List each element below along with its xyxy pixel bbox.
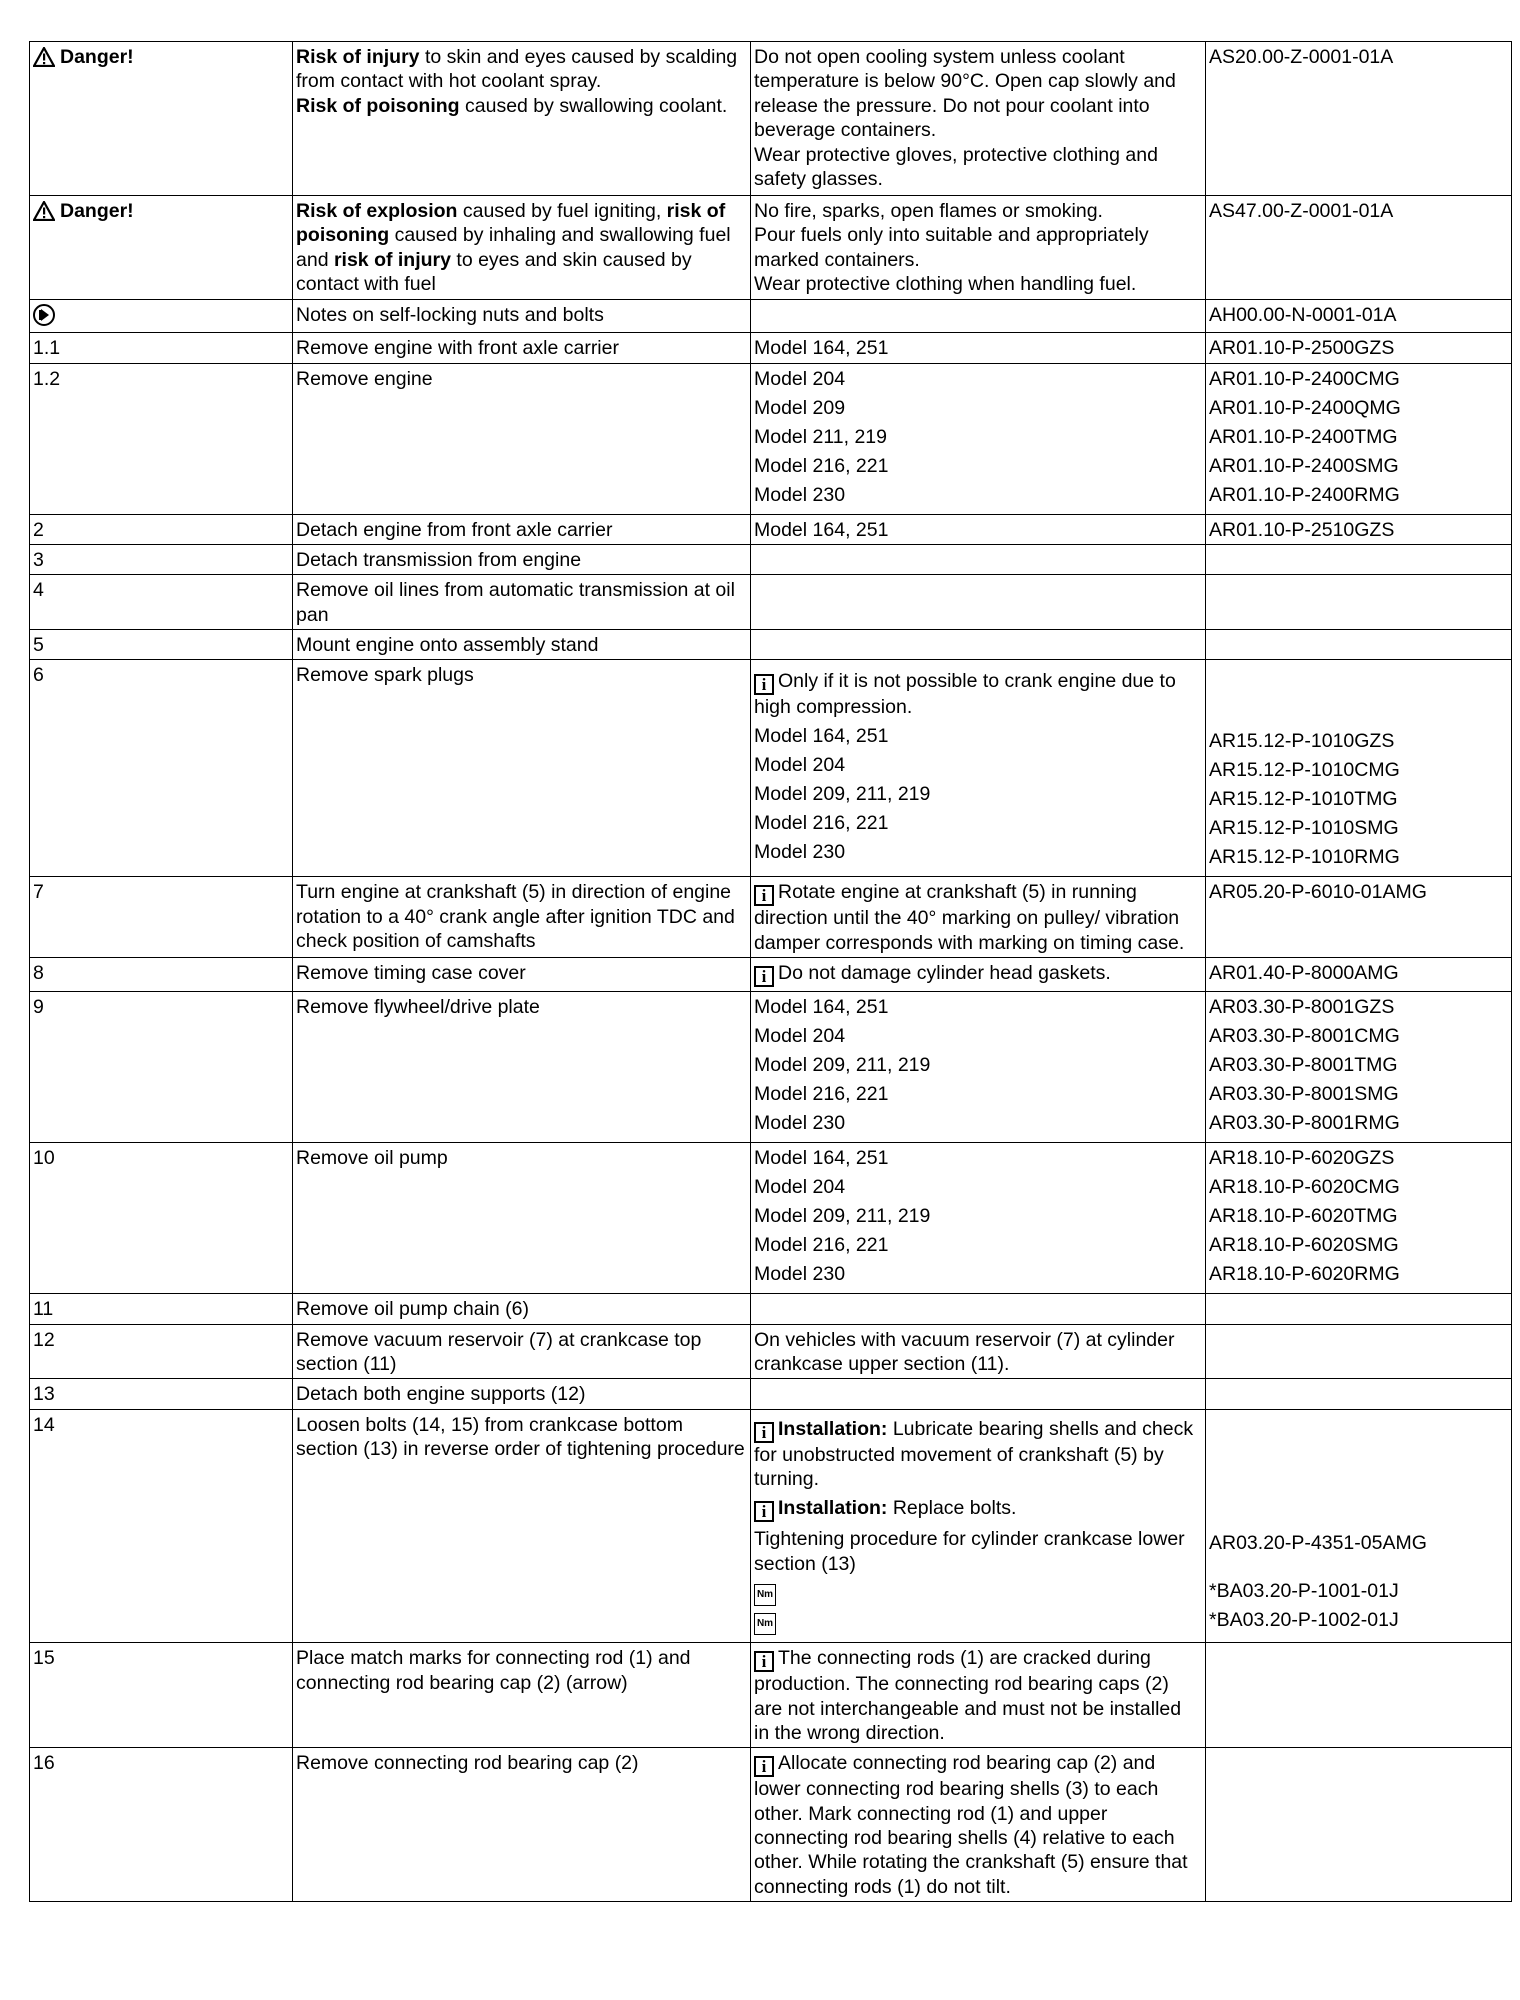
step-text: Remove oil lines from automatic transmission at oil pan — [293, 575, 751, 630]
measures-text: Do not open cooling system unless coolant temperature is below 90°C. Open cap slowly and release the pressure. Do not pour coolant into beverage containers. — [754, 46, 1176, 142]
reference-doc[interactable]: AR01.10-P-2400SMG — [1209, 454, 1399, 477]
step-text: Remove connecting rod bearing cap (2) — [293, 1748, 751, 1902]
reference-doc[interactable]: AS20.00-Z-0001-01A — [1206, 42, 1512, 196]
info-icon: i — [754, 1422, 774, 1443]
info-icon: i — [754, 674, 774, 695]
table-row: 6 Remove spark plugs i Only if it is not possible to crank engine due to high compression. Model 164, 251 Model 204 Model 209, 211, 219 Model 216, 221 Model 230 AR15.12-P-1010GZS AR15.12-P-1010CMG AR15.12-P-1010TMG AR15.12-P-1010SMG AR15.12-P-1010RMG — [30, 660, 1512, 877]
step-number: 14 — [30, 1409, 293, 1643]
table-row — [30, 630, 1512, 660]
reference-doc[interactable]: AR15.12-P-1010SMG — [1209, 817, 1399, 840]
info-icon: i — [754, 885, 774, 906]
reference-doc[interactable]: AR18.10-P-6020SMG — [1209, 1234, 1399, 1257]
reference-doc[interactable]: AS47.00-Z-0001-01A — [1206, 196, 1512, 300]
reference-doc[interactable]: AR03.30-P-8001GZS — [1209, 996, 1395, 1019]
table-row — [30, 575, 1512, 630]
info-icon: i — [754, 1756, 774, 1777]
step-text: Remove flywheel/drive plate — [293, 992, 751, 1143]
step-number: 13 — [30, 1379, 293, 1409]
step-text: Remove spark plugs — [293, 660, 751, 877]
reference-doc[interactable]: AR01.40-P-8000AMG — [1206, 958, 1512, 992]
step-number: 16 — [30, 1748, 293, 1902]
info-note: Allocate connecting rod bearing cap (2) and lower connecting rod bearing shells (3) to each other. Mark connecting rod (1) and upper connecting rod bearing shells (4) relative to each other. While rotating the crankshaft (5) ensure that connecting rods (1) do not tilt. — [754, 1752, 1188, 1898]
reference-doc[interactable]: AH00.00-N-0001-01A — [1206, 299, 1512, 332]
table-row: 10 Remove oil pump Model 164, 251 Model 204 Model 209, 211, 219 Model 216, 221 Model 230 AR18.10-P-6020GZS AR18.10-P-6020CMG AR18.10-P-6020TMG AR18.10-P-6020SMG AR18.10-P-6020RMG — [30, 1143, 1512, 1294]
reference-doc[interactable]: AR15.12-P-1010GZS — [1209, 730, 1395, 753]
table-row — [30, 1379, 1512, 1409]
reference-doc[interactable]: AR18.10-P-6020CMG — [1209, 1176, 1400, 1199]
step-number: 10 — [30, 1143, 293, 1294]
step-number: 7 — [30, 877, 293, 958]
notes-row: Notes on self-locking nuts and bolts AH00.00-N-0001-01A — [30, 299, 1512, 332]
step-text: Remove oil pump chain (6) — [293, 1294, 751, 1324]
self-locking-notes-icon — [33, 304, 55, 326]
reference-doc[interactable]: AR01.10-P-2510GZS — [1206, 514, 1512, 544]
risk-injury-heading: Risk of injury — [296, 46, 420, 68]
table-row: 9 Remove flywheel/drive plate Model 164, 251 Model 204 Model 209, 211, 219 Model 216, 221 Model 230 AR03.30-P-8001GZS AR03.30-P-8001CMG AR03.30-P-8001TMG AR03.30-P-8001SMG AR03.30-P-8001RMG — [30, 992, 1512, 1143]
info-icon: i — [754, 1501, 774, 1522]
table-row: 14 Loosen bolts (14, 15) from crankcase bottom section (13) in reverse order of tightening procedure i Installation: Lubricate bearing shells and check for unobstructed movement of crankshaft (5) by turning. i Installation: Replace bolts. Tightening procedure for cylinder crankcase lower section (13) Nm Nm AR03.20-P-4351-05AMG *BA03.20-P-1001-01J *BA03.20-P-1002-01J — [30, 1409, 1512, 1643]
step-number: 2 — [30, 514, 293, 544]
danger-row-fuel: Danger! Risk of explosion caused by fuel igniting, risk of poisoning caused by inhaling and swallowing fuel and risk of injury to eyes and skin caused by contact with fuel No fire, sparks, open flames or smoking. Pour fuels only into suitable and appropriately marked containers. Wear protective clothing when handling fuel. AS47.00-Z-0001-01A — [30, 196, 1512, 300]
step-text: Remove engine with front axle carrier — [293, 332, 751, 363]
step-text: Place match marks for connecting rod (1) and connecting rod bearing cap (2) (arrow) — [293, 1643, 751, 1748]
reference-doc[interactable]: AR05.20-P-6010-01AMG — [1206, 877, 1512, 958]
info-note: Rotate engine at crankshaft (5) in running direction until the 40° marking on pulley/ vibration damper corresponds with marking on timing case. — [754, 881, 1185, 954]
warning-triangle-icon — [33, 47, 55, 67]
step-number: 3 — [30, 544, 293, 574]
table-row: 1.1 Remove engine with front axle carrier Model 164, 251 AR01.10-P-2500GZS — [30, 332, 1512, 363]
table-row — [30, 544, 1512, 574]
reference-doc[interactable]: AR03.30-P-8001CMG — [1209, 1025, 1400, 1048]
info-note: Only if it is not possible to crank engine due to high compression. — [754, 670, 1176, 719]
reference-doc[interactable]: AR01.10-P-2400QMG — [1209, 396, 1401, 419]
table-row: 1.2 Remove engine Model 204 Model 209 Model 211, 219 Model 216, 221 Model 230 AR01.10-P-2400CMG AR01.10-P-2400QMG AR01.10-P-2400TMG AR01.10-P-2400SMG AR01.10-P-2400RMG — [30, 363, 1512, 514]
reference-doc[interactable]: AR03.30-P-8001TMG — [1209, 1054, 1398, 1077]
danger-label: Danger! — [33, 199, 134, 223]
warning-triangle-icon — [33, 201, 55, 221]
step-number: 1.2 — [30, 363, 293, 514]
step-text: Remove timing case cover — [293, 958, 751, 992]
procedure-table — [29, 41, 1512, 1902]
table-row — [30, 1748, 1512, 1902]
table-row — [30, 1294, 1512, 1324]
step-number: 15 — [30, 1643, 293, 1748]
danger-label: Danger! — [33, 45, 134, 69]
reference-doc[interactable]: *BA03.20-P-1001-01J — [1209, 1579, 1399, 1602]
reference-doc[interactable]: AR01.10-P-2400TMG — [1209, 425, 1398, 448]
info-icon: i — [754, 1651, 774, 1672]
table-row — [30, 958, 1512, 992]
step-number: 8 — [30, 958, 293, 992]
step-text: Detach both engine supports (12) — [293, 1379, 751, 1409]
step-text: Turn engine at crankshaft (5) in direction of engine rotation to a 40° crank angle after ignition TDC and check position of camshafts — [293, 877, 751, 958]
reference-doc[interactable]: AR03.30-P-8001RMG — [1209, 1112, 1400, 1135]
step-number: 4 — [30, 575, 293, 630]
table-row: 12 Remove vacuum reservoir (7) at crankcase top section (11) On vehicles with vacuum reservoir (7) at cylinder crankcase upper section (11). — [30, 1324, 1512, 1379]
torque-nm-icon: Nm — [754, 1584, 776, 1606]
info-note: Do not damage cylinder head gaskets. — [778, 962, 1111, 985]
step-number: 6 — [30, 660, 293, 877]
measures-text-2: Wear protective gloves, protective clothing and safety glasses. — [754, 143, 1158, 190]
danger-row-coolant — [30, 42, 1512, 196]
step-text: Remove oil pump — [293, 1143, 751, 1294]
reference-doc[interactable]: AR15.12-P-1010CMG — [1209, 759, 1400, 782]
risk-poison-heading: Risk of poisoning — [296, 94, 460, 117]
risk-injury-text: to skin and eyes caused by scalding from contact with hot coolant spray. — [296, 46, 738, 93]
step-text: Remove engine — [293, 363, 751, 514]
step-text: Mount engine onto assembly stand — [293, 630, 751, 660]
reference-doc[interactable]: AR18.10-P-6020RMG — [1209, 1263, 1400, 1286]
table-row — [30, 1643, 1512, 1748]
step-number: 12 — [30, 1324, 293, 1379]
risk-poison-text: caused by swallowing coolant. — [459, 94, 728, 117]
step-text: Remove vacuum reservoir (7) at crankcase top section (11) — [293, 1324, 751, 1379]
reference-doc[interactable]: AR03.30-P-8001SMG — [1209, 1083, 1399, 1106]
step-text: Loosen bolts (14, 15) from crankcase bottom section (13) in reverse order of tightening procedure — [293, 1409, 751, 1643]
step-number: 9 — [30, 992, 293, 1143]
step-text: Detach engine from front axle carrier — [293, 514, 751, 544]
reference-doc[interactable]: AR18.10-P-6020GZS — [1209, 1147, 1395, 1170]
step-number: 11 — [30, 1294, 293, 1324]
step-number: 1.1 — [30, 332, 293, 363]
step-number: 5 — [30, 630, 293, 660]
reference-doc[interactable]: *BA03.20-P-1002-01J — [1209, 1608, 1399, 1631]
step-text: Detach transmission from engine — [293, 544, 751, 574]
info-note: The connecting rods (1) are cracked during production. The connecting rod bearing caps (2) are not interchangeable and must not be installed in the wrong direction. — [754, 1647, 1182, 1744]
reference-doc[interactable]: AR15.12-P-1010RMG — [1209, 846, 1400, 869]
reference-doc[interactable]: AR15.12-P-1010TMG — [1209, 788, 1398, 811]
table-row: 2 Detach engine from front axle carrier Model 164, 251 AR01.10-P-2510GZS — [30, 514, 1512, 544]
reference-doc[interactable]: AR01.10-P-2400CMG — [1209, 367, 1400, 390]
reference-doc[interactable]: AR18.10-P-6020TMG — [1209, 1205, 1398, 1228]
reference-doc[interactable]: AR01.10-P-2500GZS — [1206, 332, 1512, 363]
info-icon: i — [754, 966, 774, 987]
table-row — [30, 877, 1512, 958]
torque-nm-icon: Nm — [754, 1613, 776, 1635]
reference-doc[interactable]: AR01.10-P-2400RMG — [1209, 483, 1400, 506]
reference-doc[interactable]: AR03.20-P-4351-05AMG — [1209, 1531, 1427, 1554]
